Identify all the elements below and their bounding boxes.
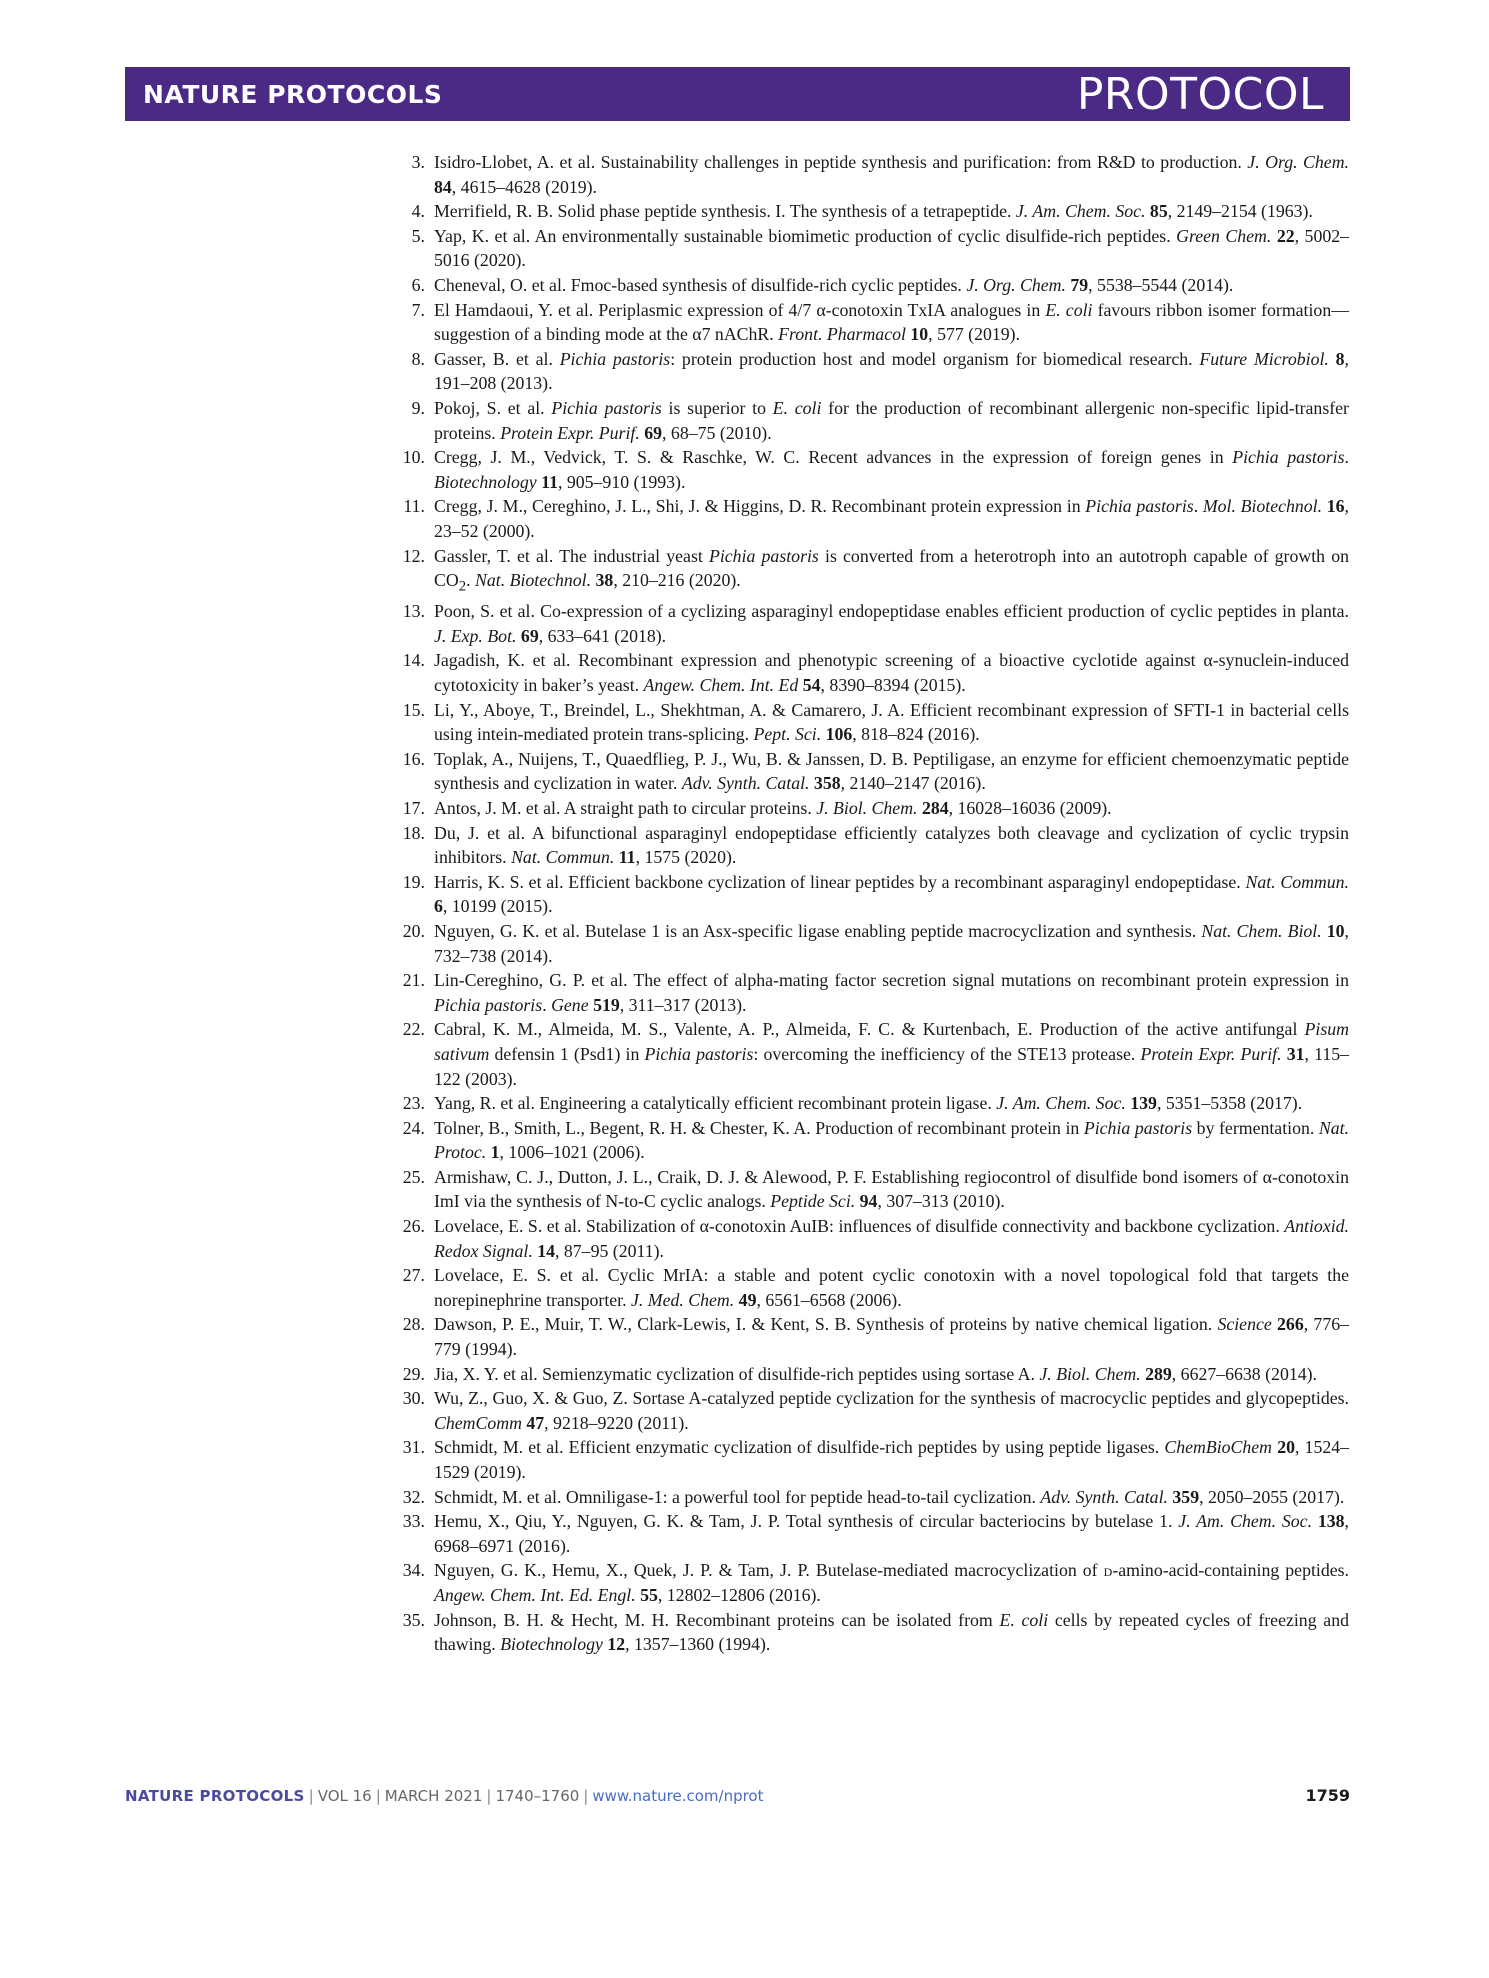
reference-item [396, 445, 1349, 494]
reference-number: 8. [411, 348, 425, 369]
reference-text: El Hamdaoui, Y. et al. Periplasmic expression of 4/7 α-conotoxin TxIA analogues in E. coli favours ribbon isomer formation—suggestion of a binding mode at the α7 nAChR. Front. Pharmacol 10, 577 (2019). [434, 299, 1349, 345]
reference-number: 9. [411, 397, 425, 418]
reference-item [396, 347, 1349, 396]
reference-number: 16. [402, 748, 425, 769]
reference-item [396, 1017, 1349, 1091]
reference-item [396, 1116, 1349, 1165]
reference-number: 23. [402, 1093, 425, 1114]
reference-number: 17. [402, 797, 425, 818]
reference-number: 20. [402, 920, 425, 941]
reference-text: Du, J. et al. A bifunctional asparaginyl endopeptidase efficiently catalyzes both cleavage and cyclization of cyclic trypsin inhibitors. Nat. Commun. 11, 1575 (2020). [434, 822, 1349, 868]
article-type: PROTOCOL [1076, 69, 1324, 120]
reference-number: 27. [402, 1265, 425, 1286]
reference-item [396, 150, 1349, 199]
reference-number: 29. [402, 1363, 425, 1384]
reference-text: Cheneval, O. et al. Fmoc-based synthesis of disulfide-rich cyclic peptides. J. Org. Chem. 79, 5538–5544 (2014). [434, 274, 1234, 295]
reference-text: Yap, K. et al. An environmentally sustainable biomimetic production of cyclic disulfide-rich peptides. Green Chem. 22, 5002–5016 (2020). [434, 225, 1350, 271]
reference-number: 15. [402, 699, 425, 720]
reference-item [396, 1091, 1349, 1116]
reference-text: Gassler, T. et al. The industrial yeast Pichia pastoris is converted from a heterotroph into an autotroph capable of growth on $CO_2$. Nat. Biotechnol. 38, 210–216 (2020). [434, 545, 1349, 595]
reference-text: Johnson, B. H. & Hecht, M. H. Recombinant proteins can be isolated from E. coli cells by repeated cycles of freezing and thawing. Biotechnology 12, 1357–1360 (1994). [434, 1609, 1349, 1655]
reference-number: 26. [402, 1216, 425, 1237]
footer-date: MARCH 2021 [384, 1787, 483, 1805]
reference-item [396, 224, 1349, 273]
reference-number: 24. [402, 1117, 425, 1138]
reference-item [396, 1509, 1349, 1558]
page-footer [125, 1787, 1350, 1807]
reference-number: 32. [402, 1486, 425, 1507]
reference-number: 22. [402, 1019, 425, 1040]
reference-text: Yang, R. et al. Engineering a catalytically efficient recombinant protein ligase. J. Am. Chem. Soc. 139, 5351–5358 (2017). [434, 1093, 1303, 1114]
page-number: 1759 [1305, 1786, 1350, 1805]
footer-journal: NATURE PROTOCOLS [125, 1787, 305, 1805]
header-banner [125, 67, 1350, 121]
reference-text: Merrifield, R. B. Solid phase peptide synthesis. I. The synthesis of a tetrapeptide. J. Am. Chem. Soc. 85, 2149–2154 (1963). [434, 201, 1313, 222]
reference-number: 10. [402, 447, 425, 468]
reference-text: Cabral, K. M., Almeida, M. S., Valente, A. P., Almeida, F. C. & Kurtenbach, E. Production of the active antifungal Pisum sativum defensin 1 (Psd1) in Pichia pastoris: overcoming the inefficiency of the STE13 protease. Protein Expr. Purif. 31, 115–122 (2003). [434, 1019, 1349, 1089]
reference-list [396, 150, 1349, 1657]
reference-number: 13. [402, 601, 425, 622]
reference-number: 31. [402, 1437, 425, 1458]
reference-number: 4. [411, 201, 425, 222]
reference-number: 35. [402, 1609, 425, 1630]
reference-text: Armishaw, C. J., Dutton, J. L., Craik, D. J. & Alewood, P. F. Establishing regiocontrol of disulfide bond isomers of α-conotoxin ImI via the synthesis of N-to-C cyclic analogs. Peptide Sci. 94, 307–313 (2010). [434, 1166, 1349, 1212]
reference-item [396, 298, 1349, 347]
reference-text: Toplak, A., Nuijens, T., Quaedflieg, P. J., Wu, B. & Janssen, D. B. Peptiligase, an enzyme for efficient chemoenzymatic peptide synthesis and cyclization in water. Adv. Synth. Catal. 358, 2140–2147 (2016). [434, 748, 1349, 794]
reference-item [396, 494, 1349, 543]
reference-item [396, 870, 1349, 919]
reference-text: Nguyen, G. K., Hemu, X., Quek, J. P. & Tam, J. P. Butelase-mediated macrocyclization of d-amino-acid-containing peptides. Angew. Chem. Int. Ed. Engl. 55, 12802–12806 (2016). [434, 1560, 1349, 1605]
reference-item [396, 199, 1349, 224]
reference-item [396, 919, 1349, 968]
reference-number: 19. [402, 871, 425, 892]
reference-item [396, 1608, 1349, 1657]
reference-text: Lin-Cereghino, G. P. et al. The effect of alpha-mating factor secretion signal mutations on recombinant protein expression in Pichia pastoris. Gene 519, 311–317 (2013). [434, 970, 1349, 1015]
reference-number: 11. [403, 496, 425, 517]
footer-citation: NATURE PROTOCOLS | VOL 16 | MARCH 2021 | 1740–1760 | www.nature.com/nprot [125, 1787, 764, 1805]
reference-item [396, 1362, 1349, 1387]
reference-text: Nguyen, G. K. et al. Butelase 1 is an Asx-specific ligase enabling peptide macrocyclization and synthesis. Nat. Chem. Biol. 10, 732–738 (2014). [434, 920, 1349, 966]
reference-number: 12. [402, 545, 425, 566]
reference-item [396, 1312, 1349, 1361]
reference-number: 28. [402, 1314, 425, 1335]
reference-number: 34. [402, 1560, 425, 1581]
reference-text: Wu, Z., Guo, X. & Guo, Z. Sortase A-catalyzed peptide cyclization for the synthesis of macrocyclic peptides and glycopeptides. ChemComm 47, 9218–9220 (2011). [434, 1388, 1349, 1433]
reference-text: Poon, S. et al. Co-expression of a cyclizing asparaginyl endopeptidase enables efficient production of cyclic peptides in planta. J. Exp. Bot. 69, 633–641 (2018). [434, 601, 1349, 646]
reference-text: Cregg, J. M., Vedvick, T. S. & Raschke, W. C. Recent advances in the expression of foreign genes in Pichia pastoris. Biotechnology 11, 905–910 (1993). [434, 447, 1349, 492]
reference-item [396, 1263, 1349, 1312]
reference-item [396, 1485, 1349, 1510]
reference-item [396, 273, 1349, 298]
reference-item [396, 1558, 1349, 1607]
reference-text: Harris, K. S. et al. Efficient backbone cyclization of linear peptides by a recombinant asparaginyl endopeptidase. Nat. Commun. 6, 10199 (2015). [434, 871, 1349, 917]
reference-text: Hemu, X., Qiu, Y., Nguyen, G. K. & Tam, J. P. Total synthesis of circular bacteriocins by butelase 1. J. Am. Chem. Soc. 138, 6968–6971 (2016). [434, 1511, 1349, 1556]
reference-text: Antos, J. M. et al. A straight path to circular proteins. J. Biol. Chem. 284, 16028–16036 (2009). [434, 797, 1112, 818]
reference-number: 18. [402, 822, 425, 843]
reference-text: Gasser, B. et al. Pichia pastoris: protein production host and model organism for biomedical research. Future Microbiol. 8, 191–208 (2013). [434, 348, 1349, 394]
reference-item [396, 1165, 1349, 1214]
reference-text: Isidro-Llobet, A. et al. Sustainability challenges in peptide synthesis and purification: from R&D to production. J. Org. Chem. 84, 4615–4628 (2019). [434, 152, 1349, 197]
reference-item [396, 796, 1349, 821]
reference-number: 7. [411, 299, 425, 320]
reference-text: Li, Y., Aboye, T., Breindel, L., Shekhtman, A. & Camarero, J. A. Efficient recombinant expression of SFTI-1 in bacterial cells using intein-mediated protein trans-splicing. Pept. Sci. 106, 818–824 (2016). [434, 699, 1349, 745]
reference-item [396, 698, 1349, 747]
footer-url-link[interactable]: www.nature.com/nprot [592, 1787, 764, 1805]
reference-number: 3. [411, 152, 425, 172]
reference-text: Cregg, J. M., Cereghino, J. L., Shi, J. & Higgins, D. R. Recombinant protein expression in Pichia pastoris. Mol. Biotechnol. 16, 23–52 (2000). [434, 496, 1349, 541]
reference-text: Dawson, P. E., Muir, T. W., Clark-Lewis, I. & Kent, S. B. Synthesis of proteins by native chemical ligation. Science 266, 776–779 (1994). [434, 1314, 1349, 1360]
reference-text: Jagadish, K. et al. Recombinant expression and phenotypic screening of a bioactive cyclotide against α-synuclein-induced cytotoxicity in baker’s yeast. Angew. Chem. Int. Ed 54, 8390–8394 (2015). [434, 650, 1349, 696]
footer-pages: 1740–1760 [495, 1787, 580, 1805]
reference-text: Schmidt, M. et al. Omniligase-1: a powerful tool for peptide head-to-tail cyclization. Adv. Synth. Catal. 359, 2050–2055 (2017). [434, 1486, 1345, 1507]
reference-text: Pokoj, S. et al. Pichia pastoris is superior to E. coli for the production of recombinant allergenic non-specific lipid-transfer proteins. Protein Expr. Purif. 69, 68–75 (2010). [434, 397, 1349, 443]
reference-number: 21. [402, 970, 425, 991]
reference-item [396, 648, 1349, 697]
reference-number: 25. [402, 1166, 425, 1187]
journal-name: NATURE PROTOCOLS [143, 80, 443, 109]
reference-number: 5. [411, 225, 425, 246]
reference-number: 6. [411, 274, 425, 295]
reference-item [396, 1214, 1349, 1263]
reference-item [396, 1386, 1349, 1435]
reference-item [396, 821, 1349, 870]
reference-number: 33. [402, 1511, 425, 1532]
reference-item [396, 599, 1349, 648]
reference-text: Schmidt, M. et al. Efficient enzymatic cyclization of disulfide-rich peptides by using peptide ligases. ChemBioChem 20, 1524–1529 (2019). [434, 1437, 1350, 1483]
reference-text: Lovelace, E. S. et al. Cyclic MrIA: a stable and potent cyclic conotoxin with a novel topological fold that targets the norepinephrine transporter. J. Med. Chem. 49, 6561–6568 (2006). [434, 1265, 1349, 1310]
reference-item [396, 544, 1349, 600]
reference-item [396, 396, 1349, 445]
reference-item [396, 747, 1349, 796]
reference-text: Tolner, B., Smith, L., Begent, R. H. & Chester, K. A. Production of recombinant protein in Pichia pastoris by fermentation. Nat. Protoc. 1, 1006–1021 (2006). [434, 1117, 1349, 1163]
reference-item [396, 1435, 1349, 1484]
reference-number: 30. [402, 1388, 425, 1409]
reference-text: Lovelace, E. S. et al. Stabilization of α-conotoxin AuIB: influences of disulfide connectivity and backbone cyclization. Antioxid. Redox Signal. 14, 87–95 (2011). [434, 1216, 1349, 1261]
reference-number: 14. [402, 650, 425, 671]
footer-volume: VOL 16 [317, 1787, 372, 1805]
reference-text: Jia, X. Y. et al. Semienzymatic cyclization of disulfide-rich peptides using sortase A. J. Biol. Chem. 289, 6627–6638 (2014). [434, 1363, 1317, 1384]
reference-item [396, 968, 1349, 1017]
